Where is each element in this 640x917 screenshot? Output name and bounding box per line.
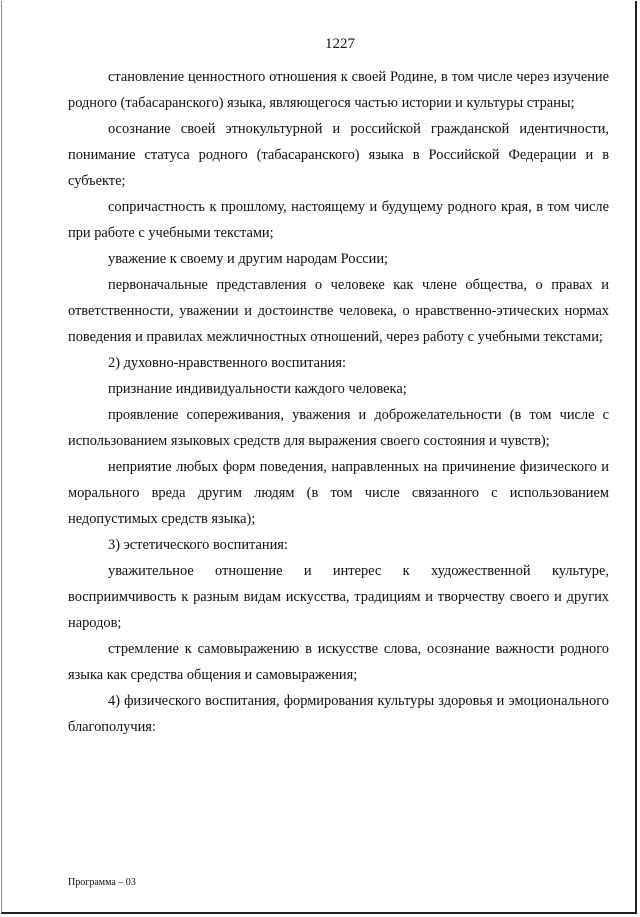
document-body [68,64,609,740]
paragraph-self-expression: стремление к самовыражению в искусстве слова, осознание важности родного языка как средства общения и самовыражения; [68,641,609,683]
paragraph-art-interest: уважительное отношение и интерес к художественной культуре, восприимчивость к разным видам искусства, традициям и творчеству своего и других народов; [68,563,609,631]
paragraph-person-in-society: первоначальные представления о человеке как члене общества, о правах и ответственности, уважении и достоинстве человека, о нравственно-этических нормах поведения и правилах межличностных отношений, через работу с учебными текстами; [68,277,609,345]
section-heading-spiritual-moral: 2) духовно-нравственного воспитания: [108,355,347,371]
paragraph-empathy: проявление сопереживания, уважения и доброжелательности (в том числе с использованием языковых средств для выражения своего состояния и чувств); [68,407,609,449]
page-number: 1227 [325,36,355,52]
footer-label: Программа – 03 [68,877,136,888]
paragraph-rejection-of-harm: неприятие любых форм поведения, направленных на причинение физического и морального вреда другим людям (в том числе связанного с использованием недопустимых средств языка); [68,459,609,527]
section-heading-aesthetic: 3) эстетического воспитания: [108,537,288,553]
paragraph-respect-peoples: уважение к своему и другим народам России; [108,251,389,267]
section-heading-physical: 4) физического воспитания, формирования культуры здоровья и эмоционального благополучия: [68,693,609,735]
paragraph-individuality: признание индивидуальности каждого человека; [108,381,407,397]
paragraph-ethnocultural-identity: осознание своей этнокультурной и российской гражданской идентичности, понимание статуса родного (табасаранского) языка в Российской Федерации и в субъекте; [68,121,609,189]
paragraph-native-land: сопричастность к прошлому, настоящему и будущему родного края, в том числе при работе с учебными текстами; [68,199,609,241]
paragraph-patriotic-value: становление ценностного отношения к своей Родине, в том числе через изучение родного (табасаранского) языка, являющегося частью истории и культуры страны; [68,69,609,111]
